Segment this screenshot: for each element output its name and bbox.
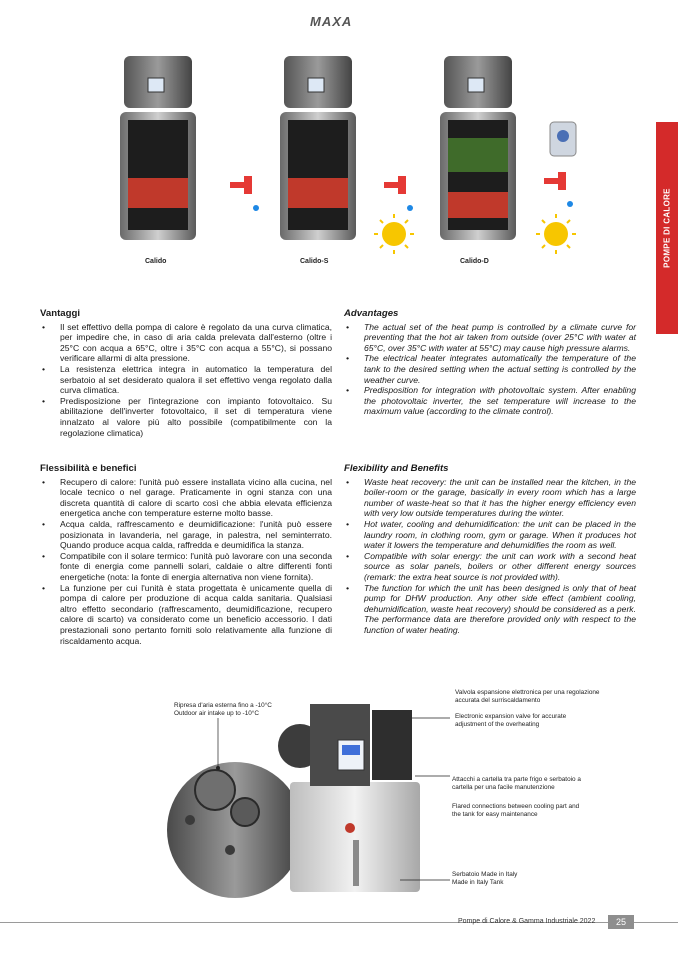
- heat-pump-cutaway: [278, 704, 450, 892]
- product-label-calido-s: Calido-S: [300, 258, 329, 265]
- flexibility-title: Flexibility and Benefits: [344, 463, 449, 474]
- product-label-calido: Calido: [145, 258, 167, 265]
- vantaggi-title: Vantaggi: [40, 308, 80, 319]
- section-tab-label: POMPE DI CALORE: [662, 188, 672, 268]
- annotation-flare-en: Flared connections between cooling part and the tank for easy maintenance: [452, 803, 580, 818]
- flexibility-section: [344, 464, 636, 636]
- vantaggi-section: [40, 309, 332, 438]
- page-number: 25: [608, 915, 634, 929]
- faucet-icon: [544, 172, 573, 207]
- annotation-flare-it: Attacchi a cartella tra parte frigo e serbatoio a cartella per una facile manutenzione: [452, 776, 581, 791]
- annotation-air-intake: Ripresa d'aria esterna fino a -10°C Outdoor air intake up to -10°C: [174, 702, 272, 717]
- flessibilita-title: Flessibilità e benefici: [40, 463, 137, 474]
- annotation-valve-en: Electronic expansion valve for accurate adjustment of the overheating: [455, 713, 567, 728]
- product-label-calido-d: Calido-D: [460, 258, 489, 265]
- list-item: • Acqua calda, raffrescamento e deumidificazione: l'unità può essere posizionata in lavanderia, nel garage, in palestra, nel seminterrato. Quando produce acqua calda, raffredda e deumidifica la stanza.: [40, 519, 332, 551]
- list-item: • Predisposition for integration with photovoltaic system. After enabling the photovoltaic inverter, the set temperature will increase to the maximum value (according to the climate control).: [344, 385, 636, 417]
- list-item: • The function for which the unit has been designed is only that of heat pump for DHW production. Any other side effect (ambient cooling, dehumidification, waste heat recovery) should be considered as a perk. The performance data are therefore provided only with respect to the function of water heating.: [344, 583, 636, 636]
- list-item: • The electrical heater integrates automatically the temperature of the tank to the desired setting when the actual setting is controlled by the weather curve.: [344, 353, 636, 385]
- list-item: • Predisposizione per l'integrazione con impianto fotovoltaico. Su abilitazione dell'inverter fotovoltaico, il set di temperatura viene innalzato al valore più alto possibile (compatibilmente con la regolazione climatica): [40, 396, 332, 438]
- svg-text:MAXA: MAXA: [310, 14, 353, 28]
- calido-d-unit: [440, 56, 516, 240]
- section-tab: [656, 122, 678, 334]
- calido-unit: [120, 56, 196, 240]
- boiler-icon: [550, 122, 576, 156]
- brand-logo: [310, 14, 366, 28]
- footer-text: Pompe di Calore & Gamma Industriale 2022: [458, 918, 596, 925]
- sun-icon: [536, 214, 576, 254]
- product-illustrations: [110, 50, 630, 275]
- list-item: • La funzione per cui l'unità è stata progettata è unicamente quella di pompa di calore per produzione di acqua calda sanitaria. Qualsiasi altro effetto secondario (raffrescamento, deumidificazione, recupero calore di scarto) va considerato come un beneficio accessorio. I dati prestazionali sono pertanto forniti solo relativamente alla funzione di riscaldamento acqua.: [40, 583, 332, 647]
- faucet-icon: [384, 176, 413, 211]
- advantages-title: Advantages: [344, 308, 399, 319]
- calido-s-unit: [280, 56, 356, 240]
- sun-icon: [374, 214, 414, 254]
- flessibilita-section: [40, 464, 332, 646]
- list-item: • Hot water, cooling and dehumidification: the unit can be placed in the laundry room, in clothing room, gym or garage. When it produces hot water it lowers the temperature and dehumidifies the room as well.: [344, 519, 636, 551]
- list-item: • Recupero di calore: l'unità può essere installata vicino alla cucina, nel locale tecnico o nel garage. Praticamente in ogni stanza con una discreta quantità di calore di scarto così che abbia elevata efficienza energetica anche con temperature esterne molto basse.: [40, 477, 332, 519]
- list-item: • Il set effettivo della pompa di calore è regolato da una curva climatica, per impedire che, in caso di aria calda prelevata dall'esterno (oltre i 25°C con acqua a 65°C, oltre i 35°C con acqua a 55°C), si possano verificare allarmi di alta pressione.: [40, 322, 332, 364]
- detail-illustrations: [160, 690, 460, 905]
- annotation-valve-it: Valvola espansione elettronica per una regolazione accurata del surriscaldamento: [455, 689, 600, 704]
- list-item: • Compatibile con il solare termico: l'unità può lavorare con una seconda fonte di energia come pannelli solari, caldaie o altre differenti fonti energetiche (nota: la fonte di energia alternativa non viene fornita).: [40, 551, 332, 583]
- annotation-tank: Serbatoio Made in Italy Made in Italy Tank: [452, 871, 518, 886]
- list-item: • Compatible with solar energy: the unit can work with a second heat source as solar panels, boilers or other different energy sources (remark: the extra heat source is not provided with).: [344, 551, 636, 583]
- list-item: • La resistenza elettrica integra in automatico la temperatura del serbatoio al set desiderato qualora il set effettivo venga regolato dalla curva climatica.: [40, 364, 332, 396]
- advantages-section: [344, 309, 636, 417]
- faucet-icon: [230, 176, 259, 211]
- list-item: • Waste heat recovery: the unit can be installed near the kitchen, in the boiler-room or the garage, basically in every room which has a large number of waste-heat so that it has the higher energy efficiency even with very low outside temperatures during the winter.: [344, 477, 636, 519]
- list-item: • The actual set of the heat pump is controlled by a climate curve for preventing that the hot air taken from outside (over 25°C with water at 65°C, over 35°C with water at 55°C) may cause high pressure alarms.: [344, 322, 636, 354]
